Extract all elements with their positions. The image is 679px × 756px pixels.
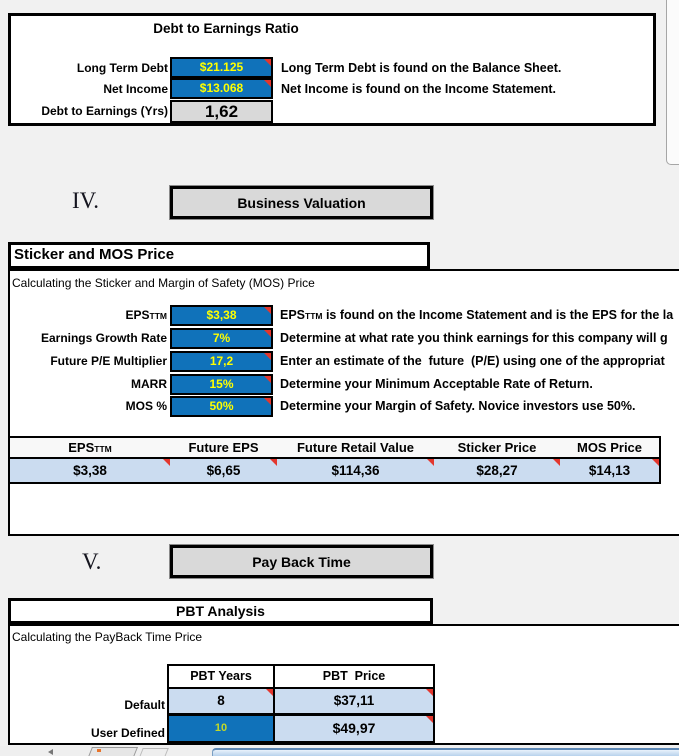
marr-cell[interactable] xyxy=(170,374,273,395)
eps-ttm-value: $3,38 xyxy=(206,308,237,322)
vertical-scrollbar[interactable] xyxy=(666,0,679,165)
future-pe-multiplier-cell[interactable] xyxy=(170,351,273,372)
col-header-sticker-price: Sticker Price xyxy=(457,440,537,455)
net-income-cell[interactable] xyxy=(170,78,273,99)
comment-indicator-icon xyxy=(264,398,271,405)
earnings-growth-rate-value: 7% xyxy=(212,331,231,345)
mos-percent-note: Determine your Margin of Safety. Novice investors use 50%. xyxy=(280,399,636,413)
sticker-result-table-value-row xyxy=(10,459,659,482)
pay-back-time-button-label: Pay Back Time xyxy=(252,553,351,570)
sticker-result-table-header-row xyxy=(10,438,659,459)
comment-indicator-icon xyxy=(163,459,170,466)
default-pbt-years-cell[interactable]: 8 xyxy=(169,689,275,713)
debt-to-earnings-box xyxy=(8,13,656,126)
mos-price-result-cell[interactable]: $14,13 xyxy=(560,459,659,482)
comment-indicator-icon xyxy=(264,330,271,337)
future-eps-result-cell[interactable]: $6,65 xyxy=(170,459,277,482)
sheet-tab-secondary[interactable] xyxy=(139,748,169,756)
comment-indicator-icon xyxy=(553,459,560,466)
mos-percent-cell[interactable] xyxy=(170,396,273,417)
comment-indicator-icon xyxy=(264,80,271,87)
debt-section-title: Debt to Earnings Ratio xyxy=(153,21,299,36)
debt-to-earnings-label: Debt to Earnings (Yrs) xyxy=(41,104,168,118)
eps-ttm-result-cell[interactable]: $3,38 xyxy=(10,459,170,482)
sticker-mos-header-box xyxy=(8,242,430,269)
col-header-eps-ttm: EPSTTM xyxy=(68,440,112,455)
col-header-pbt-price: PBT Price xyxy=(322,669,386,683)
comment-indicator-icon xyxy=(652,459,659,466)
comment-indicator-icon xyxy=(264,307,271,314)
sheet-tab[interactable] xyxy=(88,747,138,756)
comment-indicator-icon xyxy=(270,459,277,466)
comment-indicator-icon xyxy=(264,376,271,383)
eps-ttm-cell[interactable] xyxy=(170,305,273,326)
future-pe-multiplier-label: Future P/E Multiplier xyxy=(50,354,167,368)
earnings-growth-rate-cell[interactable] xyxy=(170,328,273,349)
sticker-mos-content-box xyxy=(8,269,679,536)
mos-percent-value: 50% xyxy=(209,399,234,413)
net-income-label: Net Income xyxy=(103,82,168,96)
future-pe-multiplier-value: 17,2 xyxy=(209,354,234,368)
sticker-result-table xyxy=(8,436,661,484)
user-defined-pbt-price-cell[interactable]: $49,97 xyxy=(275,716,433,741)
sticker-price-result-cell[interactable]: $28,27 xyxy=(434,459,560,482)
eps-ttm-label: EPSTTM xyxy=(125,308,167,322)
pbt-user-defined-row xyxy=(169,716,433,741)
pbt-default-row xyxy=(169,689,433,716)
long-term-debt-value: $21.125 xyxy=(199,60,244,74)
long-term-debt-label: Long Term Debt xyxy=(76,61,168,75)
pbt-header-box xyxy=(8,598,433,624)
sticker-subtitle: Calculating the Sticker and Margin of Safety (MOS) Price xyxy=(12,276,315,290)
section-v-numeral: V. xyxy=(82,549,102,574)
marr-value: 15% xyxy=(209,377,234,391)
comment-indicator-icon xyxy=(264,59,271,66)
earnings-growth-rate-label: Earnings Growth Rate xyxy=(40,331,167,345)
marr-label: MARR xyxy=(131,377,167,391)
pbt-subtitle: Calculating the PayBack Time Price xyxy=(12,630,203,644)
debt-to-earnings-result-cell[interactable] xyxy=(170,100,273,123)
sheet-tab-marker-icon xyxy=(97,749,101,752)
col-header-future-retail-value: Future Retail Value xyxy=(296,440,415,455)
horizontal-scrollbar[interactable] xyxy=(212,748,679,756)
default-pbt-price-cell[interactable]: $37,11 xyxy=(275,689,433,713)
col-header-future-eps: Future EPS xyxy=(188,440,259,455)
marr-note: Determine your Minimum Acceptable Rate of Return. xyxy=(280,377,593,391)
col-header-mos-price: MOS Price xyxy=(576,440,643,455)
long-term-debt-note: Long Term Debt is found on the Balance Sheet. xyxy=(281,61,562,75)
sticker-mos-header: Sticker and MOS Price xyxy=(14,246,175,263)
mos-percent-label: MOS % xyxy=(125,399,167,413)
user-defined-pbt-years-cell[interactable]: 10 xyxy=(169,716,275,741)
earnings-growth-rate-note: Determine at what rate you think earnings for this company will g xyxy=(280,331,668,345)
long-term-debt-cell[interactable] xyxy=(170,57,273,78)
comment-indicator-icon xyxy=(264,353,271,360)
comment-indicator-icon xyxy=(426,689,433,696)
comment-indicator-icon xyxy=(427,459,434,466)
col-header-pbt-years: PBT Years xyxy=(169,666,275,687)
comment-indicator-icon xyxy=(426,716,433,723)
pbt-table xyxy=(167,664,435,743)
net-income-value: $13.068 xyxy=(199,81,244,95)
user-defined-row-label: User Defined xyxy=(90,726,165,740)
future-retail-value-result-cell[interactable]: $114,36 xyxy=(277,459,434,482)
comment-indicator-icon xyxy=(266,689,273,696)
eps-ttm-note: EPSTTM is found on the Income Statement and is the EPS for the la xyxy=(280,308,674,322)
business-valuation-button[interactable] xyxy=(170,186,433,219)
section-iv-numeral: IV. xyxy=(72,188,100,213)
future-pe-multiplier-note: Enter an estimate of the future (P/E) using one of the appropriat xyxy=(280,354,665,368)
debt-to-earnings-result-value: 1,62 xyxy=(204,102,239,121)
pbt-content-box xyxy=(8,624,679,745)
net-income-note: Net Income is found on the Income Statement. xyxy=(281,82,557,96)
pbt-table-header-row xyxy=(169,666,433,689)
pay-back-time-button[interactable] xyxy=(170,545,433,578)
default-row-label: Default xyxy=(124,698,165,712)
pbt-header: PBT Analysis xyxy=(176,603,265,619)
business-valuation-button-label: Business Valuation xyxy=(237,194,366,211)
sheet-nav-arrow-icon[interactable] xyxy=(48,749,53,755)
